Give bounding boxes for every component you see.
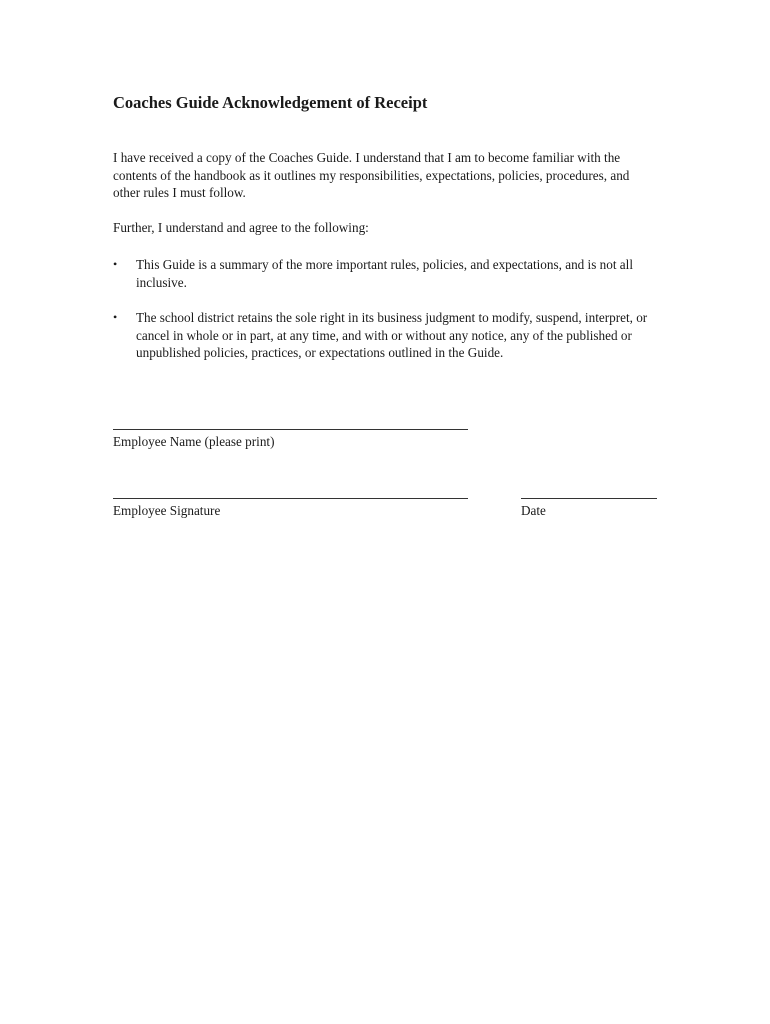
agreement-intro: Further, I understand and agree to the following: <box>113 220 369 235</box>
employee-name-line[interactable] <box>113 429 468 430</box>
list-item-text: This Guide is a summary of the more important rules, policies, and expectations, and is not all inclusive. <box>136 257 633 290</box>
bullet-icon: • <box>113 310 118 325</box>
list-item <box>113 309 658 362</box>
employee-signature-line[interactable] <box>113 498 468 499</box>
date-line[interactable] <box>521 498 657 499</box>
employee-name-label: Employee Name (please print) <box>113 434 275 449</box>
agreement-list <box>113 256 658 380</box>
date-label: Date <box>521 503 546 518</box>
document-title: Coaches Guide Acknowledgement of Receipt <box>113 93 428 112</box>
intro-paragraph: I have received a copy of the Coaches Guide. I understand that I am to become familiar with the contents of the handbook as it outlines my responsibilities, expectations, policies, procedures, and other rules I must follow. <box>113 150 630 201</box>
list-item <box>113 256 658 291</box>
list-item-text: The school district retains the sole right in its business judgment to modify, suspend, interpret, or cancel in whole or in part, at any time, and with or without any notice, any of the published or unpublished policies, practices, or expectations outlined in the Guide. <box>136 310 648 361</box>
employee-signature-label: Employee Signature <box>113 503 221 518</box>
bullet-icon: • <box>113 257 118 271</box>
